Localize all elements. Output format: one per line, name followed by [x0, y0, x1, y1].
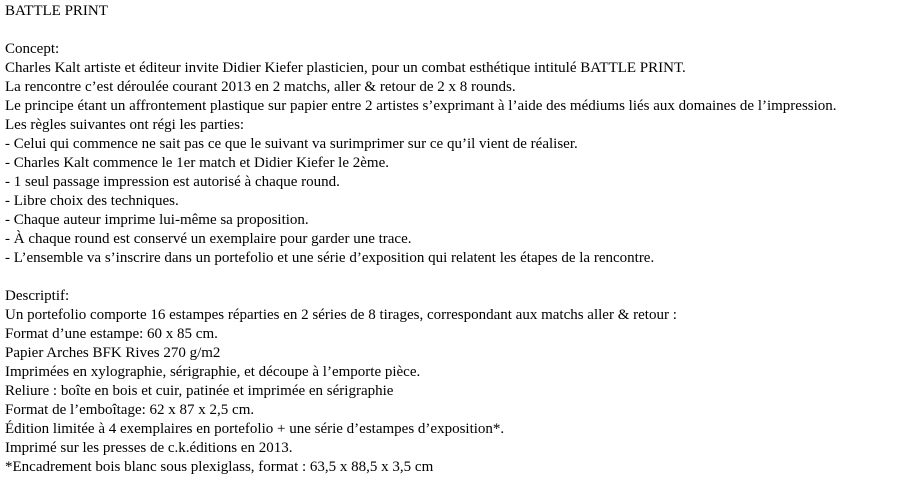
blank-line	[5, 21, 897, 40]
descriptif-line: Un portefolio comporte 16 estampes réparties en 2 séries de 8 tirages, correspondant aux matchs aller & retour :	[5, 307, 677, 323]
concept-paragraph: Les règles suivantes ont régi les parties:	[5, 117, 245, 133]
rule-item: - L’ensemble va s’inscrire dans un portefolio et une série d’exposition qui relatent les étapes de la rencontre.	[5, 250, 655, 266]
descriptif-line: Format d’une estampe: 60 x 85 cm.	[5, 326, 218, 342]
descriptif-heading: Descriptif:	[5, 288, 70, 304]
concept-paragraph: La rencontre c’est déroulée courant 2013 en 2 matchs, aller & retour de 2 x 8 rounds.	[5, 79, 516, 95]
descriptif-line: *Encadrement bois blanc sous plexiglass, format : 63,5 x 88,5 x 3,5 cm	[5, 459, 434, 475]
document-title: BATTLE PRINT	[5, 3, 108, 19]
descriptif-line: Imprimées en xylographie, sérigraphie, et découpe à l’emporte pièce.	[5, 364, 421, 380]
rule-item: - Celui qui commence ne sait pas ce que le suivant va surimprimer sur ce qu’il vient de réaliser.	[5, 136, 578, 152]
descriptif-line: Format de l’emboîtage: 62 x 87 x 2,5 cm.	[5, 402, 255, 418]
descriptif-line: Édition limitée à 4 exemplaires en portefolio + une série d’estampes d’exposition*.	[5, 421, 505, 437]
rule-item: - Libre choix des techniques.	[5, 193, 179, 209]
concept-paragraph: Charles Kalt artiste et éditeur invite Didier Kiefer plasticien, pour un combat esthétique intitulé BATTLE PRINT.	[5, 60, 686, 76]
descriptif-line: Reliure : boîte en bois et cuir, patinée et imprimée en sérigraphie	[5, 383, 394, 399]
concept-paragraph: Le principe étant un affrontement plastique sur papier entre 2 artistes s’exprimant à l’aide des médiums liés aux domaines de l’impression.	[5, 98, 837, 114]
rule-item: - Chaque auteur imprime lui-même sa proposition.	[5, 212, 309, 228]
rule-item: - À chaque round est conservé un exemplaire pour garder une trace.	[5, 231, 412, 247]
document-body	[5, 2, 897, 477]
descriptif-line: Imprimé sur les presses de c.k.éditions en 2013.	[5, 440, 293, 456]
concept-heading: Concept:	[5, 41, 60, 57]
blank-line	[5, 268, 897, 287]
descriptif-line: Papier Arches BFK Rives 270 g/m2	[5, 345, 221, 361]
rule-item: - Charles Kalt commence le 1er match et Didier Kiefer le 2ème.	[5, 155, 389, 171]
rule-item: - 1 seul passage impression est autorisé à chaque round.	[5, 174, 340, 190]
